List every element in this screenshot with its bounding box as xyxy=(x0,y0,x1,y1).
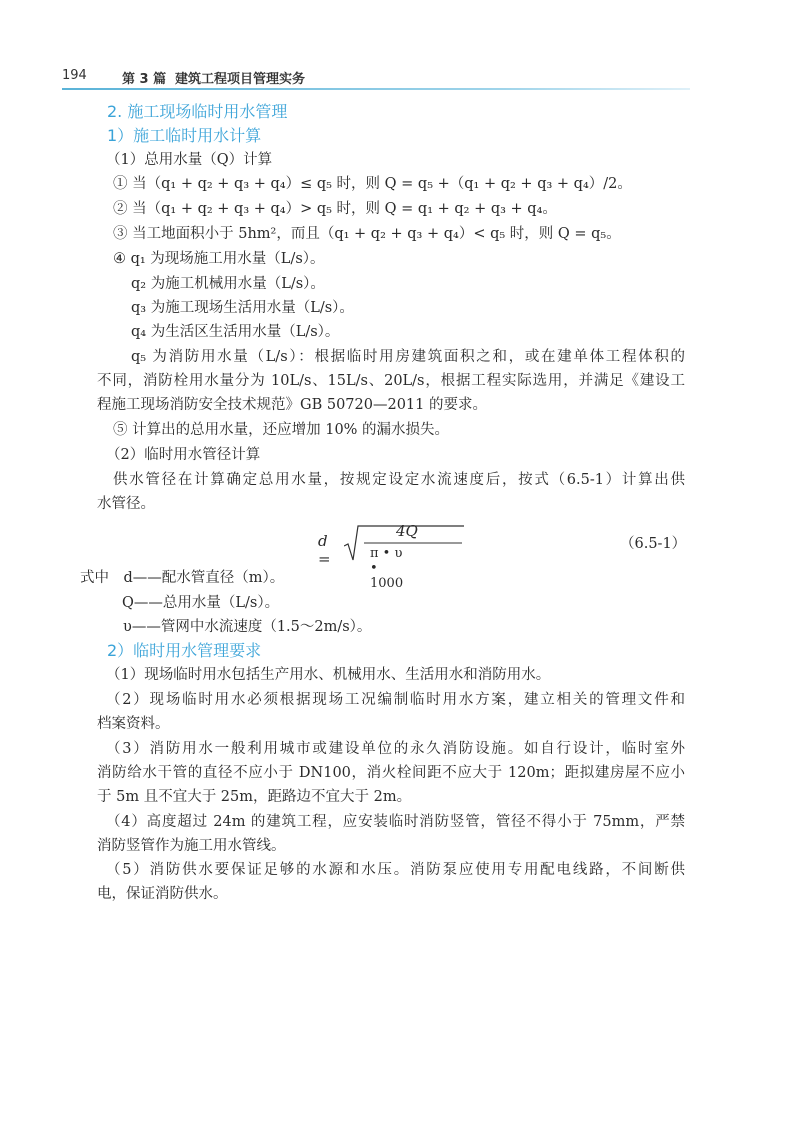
text-line: 水管径。 xyxy=(97,496,155,512)
where-line: Q——总用水量（L/s）。 xyxy=(122,595,280,611)
req-line: （2）现场临时用水必须根据现场工况编制临时用水方案，建立相关的管理文件和 xyxy=(106,692,685,708)
text-line: ① 当（q₁ + q₂ + q₃ + q₄）≤ q₅ 时，则 Q = q₅ +（q₁ + q₂ + q₃ + q₄）/2。 xyxy=(113,176,632,192)
text-line: 供水管径在计算确定总用水量，按规定设定水流速度后，按式（6.5-1）计算出供 xyxy=(113,472,685,488)
subsection-title: 1）施工临时用水计算 xyxy=(107,126,262,145)
req-line: （4）高度超过 24m 的建筑工程，应安装临时消防竖管，管径不得小于 75mm，严禁 xyxy=(106,814,685,830)
text-line: （1）总用水量（Q）计算 xyxy=(106,152,273,168)
text-line: ⑤ 计算出的总用水量，还应增加 10% 的漏水损失。 xyxy=(113,422,450,438)
part-label: 第 3 篇 xyxy=(122,72,167,87)
req-line: 电，保证消防供水。 xyxy=(97,886,228,902)
text-line: q₂ 为施工机械用水量（L/s）。 xyxy=(131,276,325,292)
where-line: υ——管网中水流速度（1.5～2m/s）。 xyxy=(123,619,372,635)
equation-number: （6.5-1） xyxy=(620,536,687,552)
text-line: ③ 当工地面积小于 5hm²，而且（q₁ + q₂ + q₃ + q₄）< q₅ 时，则 Q = q₅。 xyxy=(113,226,621,242)
header-rule xyxy=(62,88,690,90)
formula-numerator: 4Q xyxy=(396,522,418,540)
text-line: q₃ 为施工现场生活用水量（L/s）。 xyxy=(131,300,354,316)
text-line: （2）临时用水管径计算 xyxy=(106,447,261,463)
req-line: （5）消防供水要保证足够的水源和水压。消防泵应使用专用配电线路，不间断供 xyxy=(106,862,685,878)
text-line: ② 当（q₁ + q₂ + q₃ + q₄）> q₅ 时，则 Q = q₁ + q₂ + q₃ + q₄。 xyxy=(113,201,557,217)
formula-lhs: d = xyxy=(318,532,331,568)
req-line: 消防给水干管的直径不应小于 DN100，消火栓间距不应大于 120m；距拟建房屋不应小 xyxy=(97,765,685,781)
text-line: 不同，消防栓用水量分为 10L/s、15L/s、20L/s，根据工程实际选用，并满足《建设工 xyxy=(97,373,685,389)
req-line: 于 5m 且不宜大于 25m，距路边不宜大于 2m。 xyxy=(97,789,412,805)
text-line: 程施工现场消防安全技术规范》GB 50720—2011 的要求。 xyxy=(97,397,487,413)
req-line: 消防竖管作为施工用水管线。 xyxy=(97,838,286,854)
text-line: q₄ 为生活区生活用水量（L/s）。 xyxy=(131,324,340,340)
req-line: （1）现场临时用水包括生产用水、机械用水、生活用水和消防用水。 xyxy=(106,667,551,683)
page-number: 194 xyxy=(62,68,87,83)
formula-denominator: π • υ • 1000 xyxy=(370,546,404,591)
text-line: ④ q₁ 为现场施工用水量（L/s）。 xyxy=(113,251,325,267)
req-line: 档案资料。 xyxy=(97,716,170,732)
where-line: 式中 d——配水管直径（m）。 xyxy=(80,570,285,586)
req-line: （3）消防用水一般利用城市或建设单位的永久消防设施。如自行设计，临时室外 xyxy=(106,741,685,757)
text-line: q₅ 为消防用水量（L/s）：根据临时用房建筑面积之和，或在建单体工程体积的 xyxy=(131,349,685,365)
book-title: 建筑工程项目管理实务 xyxy=(175,72,306,87)
subsection-title: 2）临时用水管理要求 xyxy=(107,641,262,660)
section-title: 2. 施工现场临时用水管理 xyxy=(107,102,288,121)
